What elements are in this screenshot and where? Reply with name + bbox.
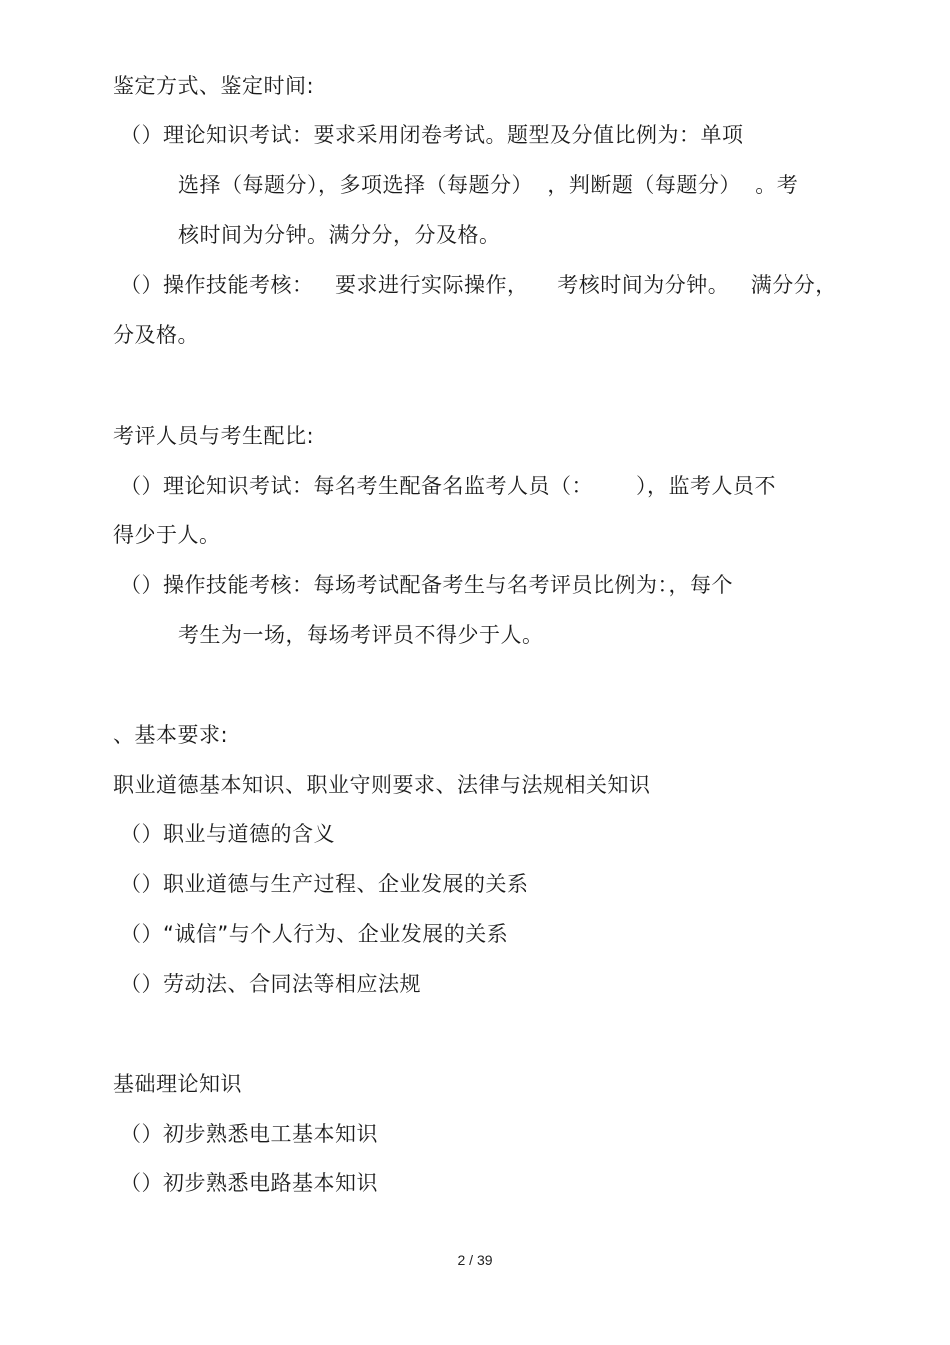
assessment-skill-line-1: （）操作技能考核： 要求进行实际操作， 考核时间为分钟。 满分分， — [120, 273, 837, 297]
theory-knowledge-heading: 基础理论知识 — [113, 1072, 242, 1096]
list-item: （）“诚信”与个人行为、企业发展的关系 — [120, 922, 509, 946]
ratio-skill-line-2: 考生为一场，每场考评员不得少于人。 — [178, 623, 544, 647]
page-number: 2 / 39 — [457, 1252, 493, 1268]
basic-requirements-heading: 、基本要求: — [113, 723, 229, 747]
ratio-theory-line-1: （）理论知识考试：每名考生配备名监考人员（： ），监考人员不 — [120, 474, 777, 498]
assessment-theory-line-1: （）理论知识考试：要求采用闭卷考试。题型及分值比例为：单项 — [120, 123, 744, 147]
ratio-skill-line-1: （）操作技能考核：每场考试配备考生与名考评员比例为：，每个 — [120, 573, 733, 597]
list-item: （）职业道德与生产过程、企业发展的关系 — [120, 872, 529, 896]
assessment-skill-line-2: 分及格。 — [113, 323, 199, 347]
list-item: （）初步熟悉电路基本知识 — [120, 1171, 378, 1195]
ratio-theory-line-2: 得少于人。 — [113, 523, 221, 547]
ratio-heading: 考评人员与考生配比: — [113, 424, 315, 448]
assessment-theory-line-2: 选择（每题分），多项选择（每题分） ，判断题（每题分） 。考 — [178, 173, 799, 197]
basic-requirements-subheading: 职业道德基本知识、职业守则要求、法律与法规相关知识 — [113, 773, 651, 797]
assessment-heading: 鉴定方式、鉴定时间: — [113, 74, 315, 98]
assessment-theory-line-3: 核时间为分钟。满分分，分及格。 — [178, 223, 501, 247]
list-item: （）初步熟悉电工基本知识 — [120, 1122, 378, 1146]
list-item: （）职业与道德的含义 — [120, 822, 335, 846]
list-item: （）劳动法、合同法等相应法规 — [120, 972, 421, 996]
